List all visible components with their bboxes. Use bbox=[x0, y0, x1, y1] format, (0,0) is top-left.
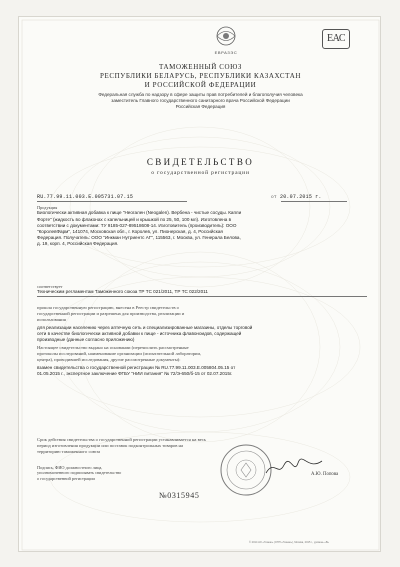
signature-label-line-1: Подпись, ФИО должностного лица, bbox=[37, 465, 103, 470]
compliance-text: Техническим регламентам Таможенного союза ТР ТС 021/2011, ТР ТС 022/2011 bbox=[37, 289, 367, 296]
usage-section bbox=[37, 325, 367, 344]
registration-statement bbox=[37, 305, 367, 323]
issuing-authority: Федеральная служба по надзору в сфере защиты прав потребителей и благополучия человека bbox=[98, 92, 303, 97]
basis-line-2: 01.05.2015 г., экспертное заключение ФГБУ "НИИ питания" № 72/Э-650/б-15 от 02.07.2015г. bbox=[37, 371, 233, 377]
signature-label-line-2: уполномоченного подписывать свидетельство bbox=[37, 470, 122, 476]
basis-line-1: взамен свидетельства о государственной регистрации № RU.77.99.11.003.E.005804.05.15 от bbox=[37, 365, 236, 370]
product-line-1: Биологически активная добавка к пище "Неогален (Neogalen). Вербена - чистые сосуды. Капли bbox=[37, 210, 242, 216]
product-section bbox=[37, 205, 367, 248]
registration-statement-line-2: государственной регистрации и разрешена для производства, реализации и bbox=[37, 311, 185, 316]
product-line-3: соответствии с документами: ТУ 9185-027-89518608-14. Изготовитель (производитель): ООО bbox=[37, 222, 237, 228]
registration-date bbox=[271, 194, 371, 200]
registration-date-prefix: от bbox=[271, 195, 277, 200]
validity-line-2: период изготовления продукции или поставок подконтрольных товаров на bbox=[37, 443, 184, 448]
eac-mark-text: ЕАС bbox=[326, 33, 345, 44]
signature-label-line-3: о государственной регистрации bbox=[37, 475, 95, 481]
form-number: №0315945 bbox=[159, 491, 200, 500]
union-heading-line3: И РОССИЙСКОЙ ФЕДЕРАЦИИ bbox=[144, 81, 257, 89]
certificate-title: СВИДЕТЕЛЬСТВО bbox=[146, 157, 255, 167]
registration-date-value: 20.07.2015 г. bbox=[280, 194, 322, 200]
number-underline bbox=[37, 201, 187, 202]
union-heading-line1: ТАМОЖЕННЫЙ СОЮЗ bbox=[158, 63, 243, 71]
registration-number bbox=[37, 194, 237, 200]
registration-statement-line-3: использования bbox=[37, 317, 66, 322]
printer-footnote: © 2014 АО «Гознак» (ОПП «Гознак»), Москва, 2015 г., уровень «В» bbox=[249, 541, 329, 544]
basis-statement bbox=[37, 345, 367, 363]
union-heading-line2: РЕСПУБЛИКИ БЕЛАРУСЬ, РЕСПУБЛИКИ КАЗАХСТАН bbox=[99, 72, 302, 80]
signature-label bbox=[37, 465, 187, 481]
validity-line-1: Срок действия свидетельства о государственной регистрации устанавливается на весь bbox=[37, 437, 207, 442]
product-line-5: Федерация. Получатель: ООО "Инкман Нутриентс АГ", 115563, г. Москва, ул. Генерала Белова, bbox=[37, 235, 241, 241]
usage-line-2: сети в качестве биологически активной добавки к пище - источника флавоноидов, содержащей bbox=[37, 331, 242, 337]
issuing-country: Российская Федерация bbox=[175, 104, 226, 109]
signer-name: А.Ю. Попова bbox=[311, 472, 339, 477]
eurasec-logo bbox=[206, 25, 246, 55]
date-underline bbox=[281, 201, 347, 202]
usage-line-3: производные (данные согласно приложению) bbox=[37, 337, 135, 343]
basis-statement-line-3: центра), проводившей исследования, другие рассмотренные документы): bbox=[37, 357, 181, 362]
eurasec-emblem-icon bbox=[206, 25, 246, 47]
product-line-2: Форте" (жидкость во флаконах с капельницей и крышкой по 25, 50, 100 мл). Изготовлена в bbox=[37, 216, 232, 222]
compliance-section bbox=[37, 284, 367, 297]
product-line-4: "КоролевФарм", 141074, Московская обл., г. Королев, ул. Пионерская, д. 4, Российская bbox=[37, 228, 223, 234]
validity-statement bbox=[37, 437, 367, 455]
basis-documents bbox=[37, 365, 367, 377]
usage-line-1: для реализации населению через аптечную сеть и специализированные магазины, отделы торговой bbox=[37, 325, 253, 330]
issuing-official-title: заместитель Главного государственного санитарного врача Российской Федерации bbox=[111, 98, 290, 103]
registration-statement-line-1: прошла государственную регистрацию, внесена в Реестр свидетельств о bbox=[37, 305, 179, 310]
product-line-6: д. 19, корп. 4, Российская Федерация. bbox=[37, 241, 119, 247]
eurasec-logo-text: ЕВРАЗЭС bbox=[214, 50, 238, 55]
compliance-label: соответствует bbox=[37, 284, 63, 289]
validity-line-3: территорию таможенного союза bbox=[37, 449, 101, 454]
basis-statement-line-1: Настоящее свидетельство выдано на основании (перечислить рассмотренные bbox=[37, 345, 189, 350]
certificate-sheet bbox=[18, 16, 381, 552]
product-label: Продукция bbox=[37, 205, 58, 210]
registration-number-value: RU.77.99.11.003.E.005731.07.15 bbox=[37, 194, 134, 200]
basis-statement-line-2: протоколы исследований, наименование организации (испытательной лаборатории, bbox=[37, 351, 202, 356]
certificate-subtitle: о государственной регистрации bbox=[151, 170, 250, 176]
eac-mark-logo bbox=[322, 29, 350, 49]
